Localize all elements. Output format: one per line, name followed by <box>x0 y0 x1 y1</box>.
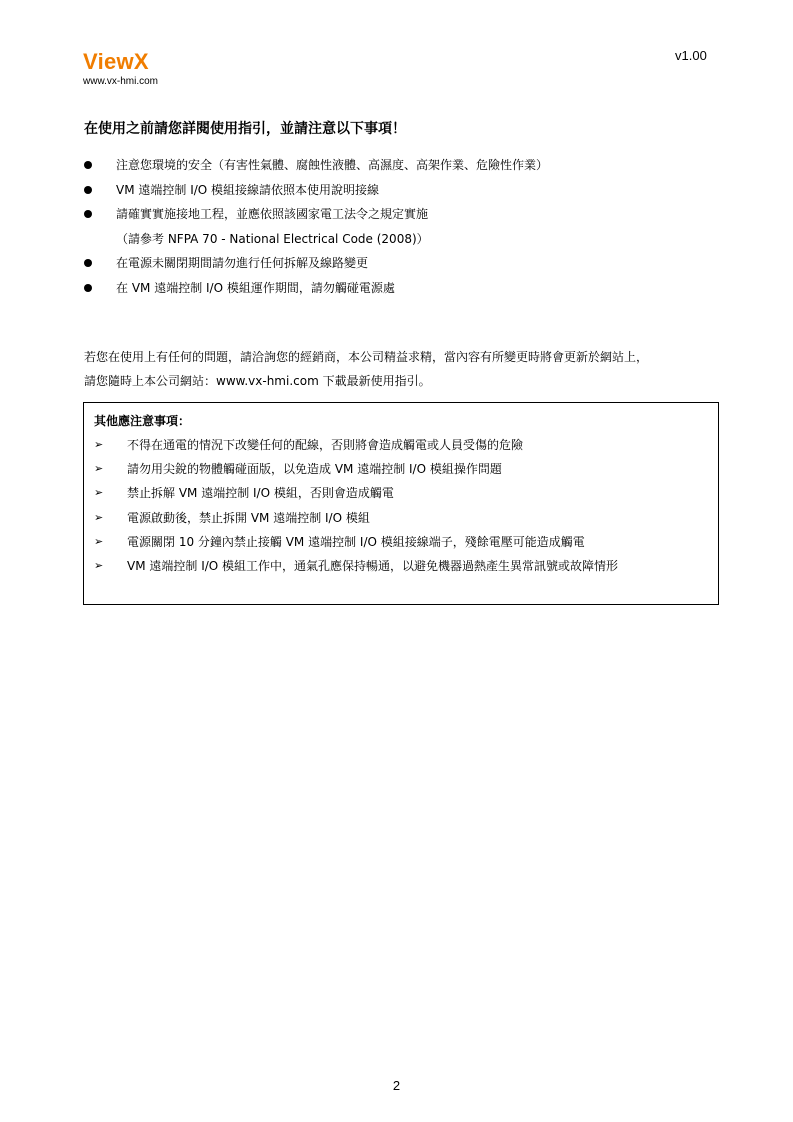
header-website: www.vx-hmi.com <box>83 76 159 87</box>
arrow-bullet-icon: ➢ <box>94 534 104 548</box>
notice-title: 其他應注意事項： <box>94 414 191 428</box>
safety-item-text: 注意您環境的安全（有害性氣體、腐蝕性液體、高濕度、高架作業、危險性作業） <box>116 158 549 172</box>
page-number: 2 <box>392 1078 401 1093</box>
notice-list <box>94 433 704 578</box>
safety-item <box>84 202 724 251</box>
safety-item <box>84 153 724 178</box>
bullet-icon <box>84 210 92 218</box>
safety-item-text: 在 VM 遠端控制 I/O 模組運作期間，請勿觸碰電源處 <box>116 280 395 295</box>
safety-item-reference: （請參考 NFPA 70 - National Electrical Code (2008)） <box>116 231 429 246</box>
contact-line: 請您隨時上本公司網站：www.vx-hmi.com 下載最新使用指引。 <box>84 374 431 388</box>
bullet-icon <box>84 284 92 292</box>
safety-item <box>84 251 724 276</box>
notice-item-text: 電源關閉 10 分鐘內禁止接觸 VM 遠端控制 I/O 模組接線端子，殘餘電壓可能造成觸電 <box>127 534 585 549</box>
safety-list <box>84 153 724 300</box>
safety-item <box>84 178 724 203</box>
safety-item-text: VM 遠端控制 I/O 模組接線請依照本使用說明接線 <box>116 182 380 197</box>
arrow-bullet-icon: ➢ <box>94 559 104 573</box>
contact-line: 若您在使用上有任何的問題，請洽詢您的經銷商，本公司精益求精，當內容有所變更時將會更新於網站上， <box>84 350 649 364</box>
arrow-bullet-icon: ➢ <box>94 486 104 500</box>
contact-paragraph <box>84 345 724 393</box>
bullet-icon <box>84 186 92 194</box>
arrow-bullet-icon: ➢ <box>94 438 104 451</box>
notice-item <box>94 457 704 481</box>
notice-item <box>94 530 704 554</box>
arrow-bullet-icon: ➢ <box>94 510 104 524</box>
bullet-icon <box>84 161 92 169</box>
notice-box <box>83 402 719 605</box>
arrow-bullet-icon: ➢ <box>94 462 104 476</box>
notice-item <box>94 554 704 578</box>
notice-item <box>94 481 704 505</box>
bullet-icon <box>84 259 92 267</box>
safety-item-text: 在電源未關閉期間請勿進行任何拆解及線路變更 <box>116 256 369 270</box>
safety-item <box>84 276 724 301</box>
safety-heading: 在使用之前請您詳閱使用指引，並請注意以下事項！ <box>84 121 406 137</box>
notice-item-text: 禁止拆解 VM 遠端控制 I/O 模組，否則會造成觸電 <box>127 486 394 501</box>
notice-item-text: VM 遠端控制 I/O 模組工作中，通氣孔應保持暢通，以避免機器過熱產生異常訊號或故障情形 <box>127 559 619 574</box>
viewx-logo: ViewX <box>83 49 149 74</box>
notice-item-text: 不得在通電的情況下改變任何的配線，否則將會造成觸電或人員受傷的危險 <box>127 438 524 452</box>
notice-item-text: 請勿用尖銳的物體觸碰面版，以免造成 VM 遠端控制 I/O 模組操作問題 <box>127 462 502 477</box>
notice-item-text: 電源啟動後，禁止拆開 VM 遠端控制 I/O 模組 <box>127 510 370 525</box>
document-version: v1.00 <box>675 48 707 63</box>
notice-item <box>94 433 704 457</box>
safety-item-text: 請確實實施接地工程，並應依照該國家電工法令之規定實施 <box>116 207 429 221</box>
notice-item <box>94 506 704 530</box>
